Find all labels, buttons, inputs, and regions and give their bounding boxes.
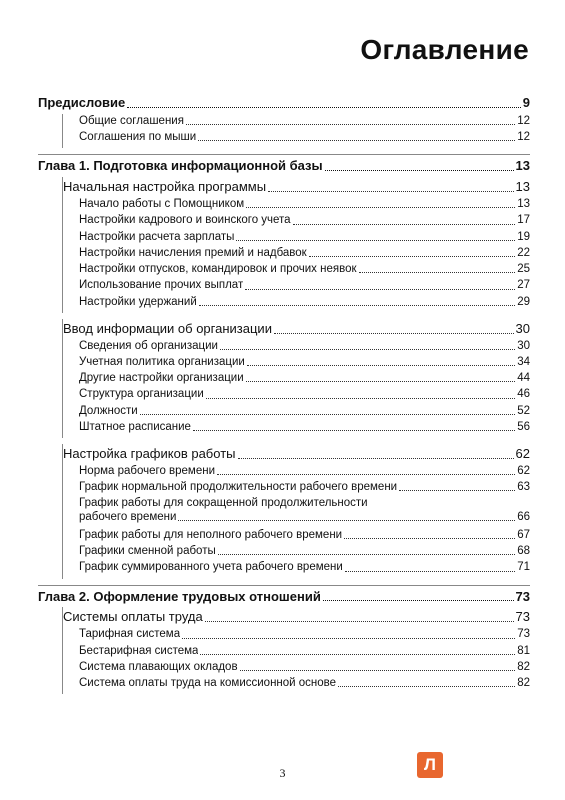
toc-entry[interactable]	[63, 464, 530, 480]
toc-entry-page: 30	[515, 320, 530, 336]
toc-group	[62, 607, 530, 694]
toc-entry-chapter-2[interactable]	[38, 586, 530, 608]
dot-leader	[220, 349, 515, 350]
toc-entry-page: 68	[517, 545, 530, 558]
dot-leader	[338, 686, 515, 687]
toc-group	[62, 114, 530, 148]
toc-entry-page: 22	[517, 246, 530, 259]
toc-entry-label: Настройки начисления премий и надбавок	[79, 246, 307, 259]
dot-leader	[246, 207, 515, 208]
toc-entry[interactable]	[63, 387, 530, 403]
toc-entry-label: Бестарифная система	[79, 644, 199, 657]
dot-leader	[218, 554, 515, 555]
toc-entry-page: 63	[517, 481, 530, 494]
toc-entry-label: Структура организации	[79, 388, 204, 401]
toc-entry[interactable]	[63, 130, 530, 146]
dot-leader	[236, 240, 515, 241]
dot-leader	[200, 654, 515, 655]
toc-entry-label: График работы для неполного рабочего времени	[79, 528, 343, 541]
toc-group	[62, 444, 530, 578]
toc-entry-page: 73	[515, 588, 530, 604]
toc-entry-page: 13	[515, 158, 530, 174]
dot-leader	[323, 600, 514, 601]
dot-leader	[238, 458, 514, 459]
toc-entry-page: 71	[517, 561, 530, 574]
toc-entry-label: Системы оплаты труда	[63, 610, 203, 625]
toc-entry-label: Графики сменной работы	[79, 545, 216, 558]
dot-leader	[193, 430, 515, 431]
toc-block-chapter-1	[38, 154, 530, 578]
toc-entry-page: 73	[515, 609, 530, 625]
toc-group	[62, 177, 530, 312]
toc-entry[interactable]	[63, 528, 530, 544]
dot-leader	[182, 638, 515, 639]
toc-entry-label: Настройки расчета зарплаты	[79, 230, 235, 243]
toc-entry-chapter-1[interactable]	[38, 155, 530, 177]
dot-leader	[205, 621, 514, 622]
toc-entry-page: 12	[517, 114, 530, 127]
toc-entry-label: Настройки кадрового и воинского учета	[79, 214, 291, 227]
dot-leader	[309, 256, 515, 257]
toc-entry[interactable]	[63, 480, 530, 496]
toc-entry[interactable]	[63, 339, 530, 355]
toc-entry[interactable]	[63, 246, 530, 262]
toc-section[interactable]	[63, 444, 530, 464]
toc-entry-label: Предисловие	[38, 96, 126, 110]
toc-entry-page: 12	[517, 131, 530, 144]
toc-entry-label: Глава 1. Подготовка информационной базы	[38, 159, 323, 174]
toc-entry-label: Настройки удержаний	[79, 295, 197, 308]
toc-entry-label-continued: рабочего времени	[79, 510, 177, 523]
toc-entry-label: Система плавающих окладов	[79, 660, 238, 673]
toc-entry[interactable]	[63, 644, 530, 660]
toc-entry[interactable]	[63, 278, 530, 294]
dot-leader	[217, 474, 515, 475]
toc-entry-multiline[interactable]	[63, 496, 530, 527]
toc-entry-page: 56	[517, 420, 530, 433]
toc-entry-page: 29	[517, 295, 530, 308]
toc-entry-label: Ввод информации об организации	[63, 321, 272, 336]
toc-entry-label: Начало работы с Помощником	[79, 198, 245, 211]
toc-entry[interactable]	[63, 114, 530, 130]
toc-entry-page: 17	[517, 214, 530, 227]
toc-entry-label: Начальная настройка программы	[63, 180, 267, 195]
toc-entry-page: 30	[517, 339, 530, 352]
dot-leader	[240, 670, 516, 671]
toc-section[interactable]	[63, 607, 530, 627]
dot-leader	[325, 170, 514, 171]
toc-entry-label: Использование прочих выплат	[79, 279, 244, 292]
toc-entry[interactable]	[63, 197, 530, 213]
dot-leader	[399, 490, 515, 491]
toc-entry-page: 81	[517, 644, 530, 657]
toc-entry[interactable]	[63, 371, 530, 387]
toc-entry-label: Глава 2. Оформление трудовых отношений	[38, 589, 321, 604]
toc-entry[interactable]	[63, 560, 530, 576]
toc-entry-page: 82	[517, 677, 530, 690]
toc-entry[interactable]	[63, 627, 530, 643]
toc-entry-page: 13	[517, 198, 530, 211]
toc-entry-label: Соглашения по мыши	[79, 131, 197, 144]
toc-entry-label: Штатное расписание	[79, 420, 191, 433]
toc-block-preface	[38, 92, 530, 148]
dot-leader	[293, 224, 516, 225]
toc-entry-label: Настройка графиков работы	[63, 447, 236, 462]
page-title: Оглавление	[360, 34, 529, 65]
toc-entry-line2	[79, 511, 530, 526]
toc-entry-label: График нормальной продолжительности рабочего времени	[79, 481, 398, 494]
dot-leader	[140, 414, 516, 415]
dot-leader	[359, 272, 516, 273]
toc-entry-page: 52	[517, 404, 530, 417]
dot-leader	[246, 381, 516, 382]
toc-entry-page: 62	[515, 446, 530, 462]
dot-leader	[206, 398, 515, 399]
toc-entry[interactable]	[63, 262, 530, 278]
table-of-contents	[38, 92, 530, 700]
toc-entry-label: Тарифная система	[79, 628, 181, 641]
dot-leader	[344, 538, 515, 539]
toc-entry-label: Другие настройки организации	[79, 372, 244, 385]
toc-entry-page: 13	[515, 179, 530, 195]
toc-entry-label: График работы для сокращенной продолжительности	[79, 497, 368, 510]
toc-entry-label: График суммированного учета рабочего времени	[79, 561, 343, 574]
dot-leader	[178, 520, 515, 521]
toc-block-chapter-2	[38, 585, 530, 695]
toc-entry-page: 44	[517, 372, 530, 385]
toc-entry-label: Учетная политика организации	[79, 355, 245, 368]
toc-group	[62, 319, 530, 438]
toc-entry-page: 9	[522, 95, 530, 110]
dot-leader	[274, 333, 514, 334]
dot-leader	[245, 289, 515, 290]
toc-entry-label: Норма рабочего времени	[79, 464, 216, 477]
toc-entry[interactable]	[63, 213, 530, 229]
toc-entry[interactable]	[63, 660, 530, 676]
toc-entry-label: Система оплаты труда на комиссионной основе	[79, 677, 337, 690]
toc-entry[interactable]	[63, 404, 530, 420]
dot-leader	[247, 365, 515, 366]
toc-entry-page: 67	[517, 528, 530, 541]
toc-entry-page: 82	[517, 660, 530, 673]
toc-entry[interactable]	[63, 420, 530, 436]
dot-leader	[127, 107, 521, 108]
toc-entry-page: 27	[517, 279, 530, 292]
toc-entry[interactable]	[63, 230, 530, 246]
toc-entry-page: 25	[517, 263, 530, 276]
toc-entry[interactable]	[63, 544, 530, 560]
toc-entry-page: 34	[517, 355, 530, 368]
litres-logo-icon: Л	[417, 752, 443, 778]
page-number: 3	[279, 766, 286, 780]
dot-leader	[198, 140, 515, 141]
dot-leader	[345, 571, 515, 572]
toc-entry-preface[interactable]	[38, 92, 530, 114]
toc-entry-page: 19	[517, 230, 530, 243]
toc-entry[interactable]	[63, 295, 530, 311]
toc-section[interactable]	[63, 177, 530, 197]
toc-entry-page: 73	[517, 628, 530, 641]
toc-entry-label: Должности	[79, 404, 138, 417]
toc-section[interactable]	[63, 319, 530, 339]
toc-entry[interactable]	[63, 676, 530, 692]
toc-entry-label: Сведения об организации	[79, 339, 218, 352]
toc-entry-label: Общие соглашения	[79, 114, 184, 127]
dot-leader	[186, 124, 515, 125]
toc-entry-page: 66	[517, 510, 530, 523]
toc-entry-page: 62	[517, 464, 530, 477]
dot-leader	[199, 305, 515, 306]
toc-entry-label: Настройки отпусков, командировок и прочих неявок	[79, 263, 357, 276]
toc-entry-page: 46	[517, 388, 530, 401]
dot-leader	[268, 191, 513, 192]
toc-entry[interactable]	[63, 355, 530, 371]
